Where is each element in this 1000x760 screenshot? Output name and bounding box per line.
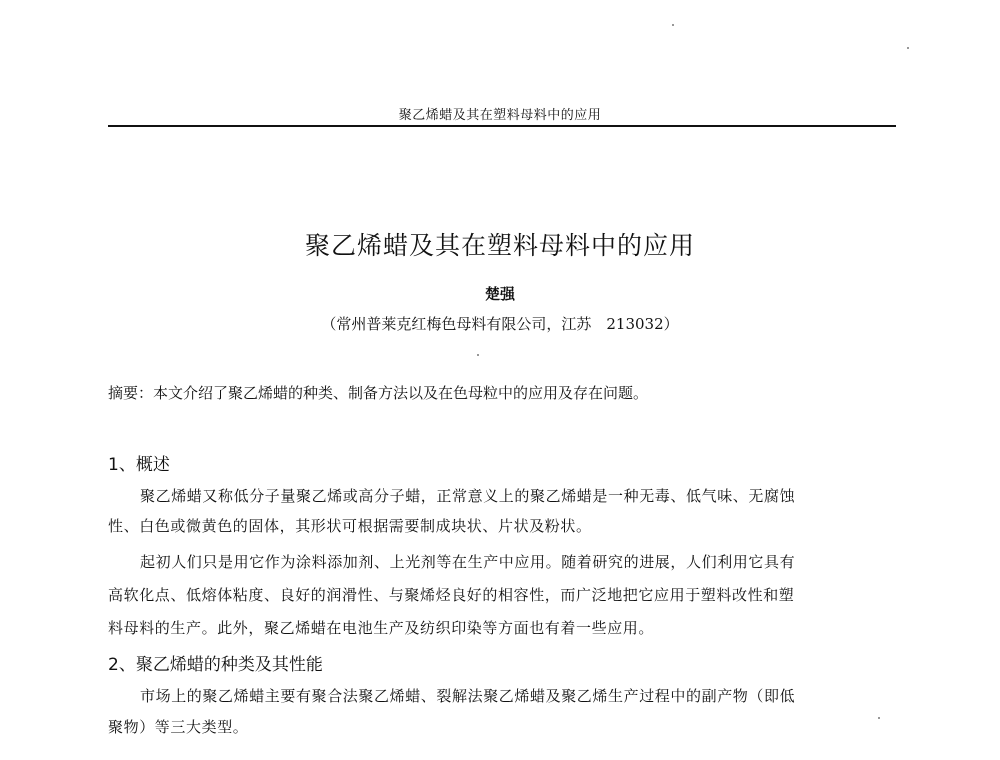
section-heading-types: 2、聚乙烯蜡的种类及其性能: [108, 655, 323, 675]
paragraph-line: 市场上的聚乙烯蜡主要有聚合法聚乙烯蜡、裂解法聚乙烯蜡及聚乙烯生产过程中的副产物（即低: [140, 687, 796, 705]
paragraph-line: 料母料的生产。此外，聚乙烯蜡在电池生产及纺织印染等方面也有着一些应用。: [108, 619, 655, 637]
scan-speck: [878, 717, 880, 719]
paper-affiliation: （常州普莱克红梅色母料有限公司，江苏 213032）: [321, 315, 679, 333]
paper-title: 聚乙烯蜡及其在塑料母料中的应用: [304, 231, 695, 260]
abstract: 摘要：本文介绍了聚乙烯蜡的种类、制备方法以及在色母粒中的应用及存在问题。: [108, 384, 649, 402]
header-rule: [108, 125, 896, 127]
scan-speck: [672, 24, 674, 26]
running-header: 聚乙烯蜡及其在塑料母料中的应用: [398, 108, 602, 123]
paragraph-line: 性、白色或微黄色的固体，其形状可根据需要制成块状、片状及粉状。: [108, 517, 592, 535]
paper-author: 楚强: [484, 285, 515, 303]
paragraph-line: 聚物）等三大类型。: [108, 718, 249, 736]
paragraph-line: 起初人们只是用它作为涂料添加剂、上光剂等在生产中应用。随着研究的进展，人们利用它具有: [140, 553, 796, 571]
paragraph-line: 高软化点、低熔体粘度、良好的润滑性、与聚烯烃良好的相容性，而广泛地把它应用于塑料改性和塑: [108, 586, 795, 604]
scan-speck: [907, 47, 909, 49]
paragraph-line: 聚乙烯蜡又称低分子量聚乙烯或高分子蜡，正常意义上的聚乙烯蜡是一种无毒、低气味、无腐蚀: [140, 487, 796, 505]
scan-speck: [477, 354, 479, 356]
section-heading-overview: 1、概述: [108, 455, 170, 475]
